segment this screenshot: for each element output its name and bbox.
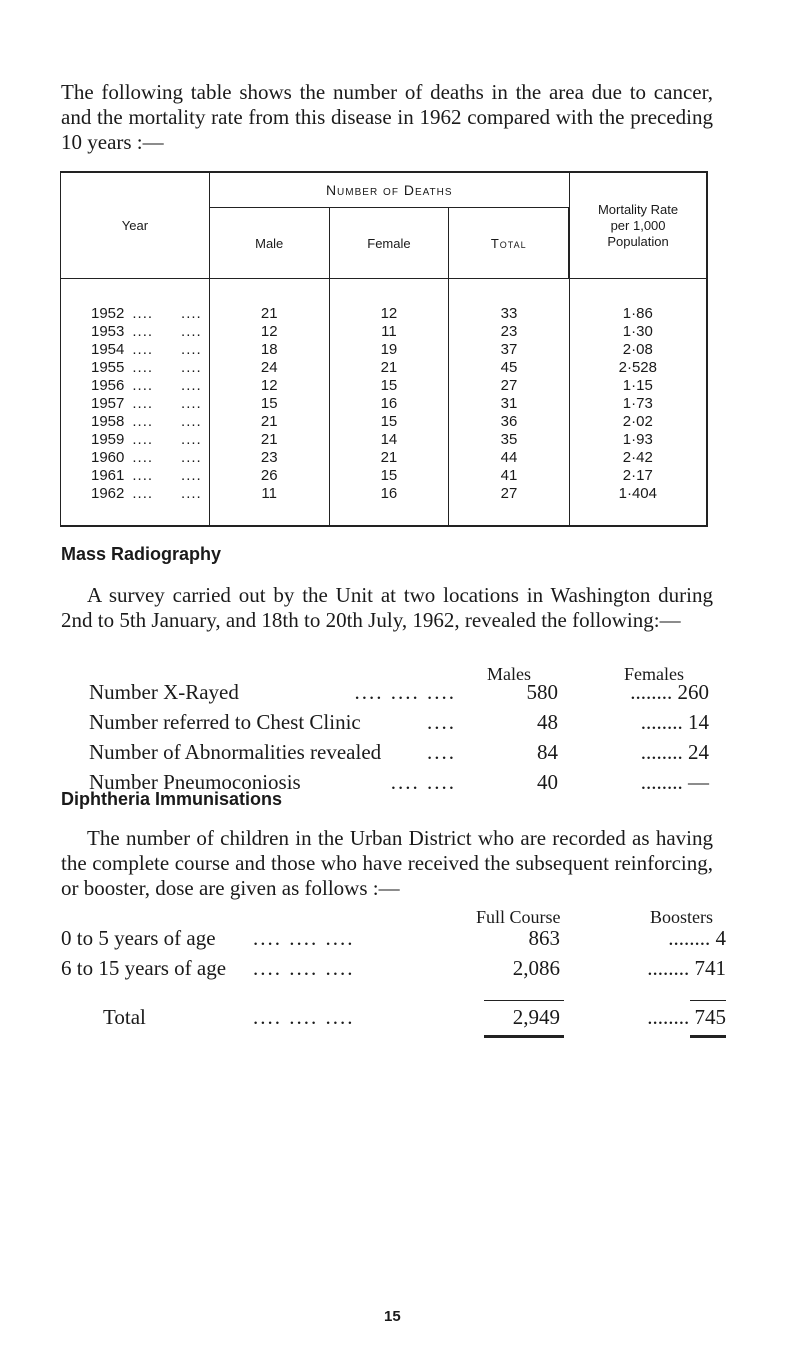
males-value: 580 bbox=[526, 680, 558, 704]
cell-rate: 2·08 bbox=[569, 341, 707, 359]
leader-dots: .... bbox=[132, 377, 154, 394]
row-label: Number Pneumoconiosis bbox=[89, 770, 301, 794]
males-value: 40 bbox=[537, 770, 558, 794]
year-value: 1952 bbox=[91, 305, 125, 322]
leader-dots: .... bbox=[132, 413, 154, 430]
list-item bbox=[0, 956, 801, 982]
leader-dots: .... bbox=[181, 359, 202, 376]
cell-rate: 1·30 bbox=[569, 323, 707, 341]
cell-female: 21 bbox=[329, 359, 449, 377]
table-row bbox=[61, 467, 708, 485]
list-item bbox=[0, 926, 801, 952]
cell-year bbox=[61, 485, 210, 526]
full-course-value: 2,086 bbox=[512, 956, 560, 980]
header-female: Female bbox=[329, 208, 449, 279]
males-value: 48 bbox=[537, 710, 558, 734]
table-row bbox=[61, 449, 708, 467]
cell-female: 21 bbox=[329, 449, 449, 467]
cell-rate: 1·15 bbox=[569, 377, 707, 395]
cell-male: 12 bbox=[209, 377, 329, 395]
cell-rate: 2·02 bbox=[569, 413, 707, 431]
leader-dots: .... bbox=[427, 710, 456, 734]
leader-dots: .... bbox=[132, 467, 154, 484]
leader-dots: .... bbox=[181, 485, 202, 502]
leader-dots: .... bbox=[181, 341, 202, 358]
males-value: 84 bbox=[537, 740, 558, 764]
row-label: 6 to 15 years of age bbox=[61, 956, 227, 980]
cell-year bbox=[61, 449, 210, 467]
cell-total: 23 bbox=[449, 323, 569, 341]
cell-male: 26 bbox=[209, 467, 329, 485]
cell-female: 14 bbox=[329, 431, 449, 449]
leader-dots: .... .... bbox=[390, 770, 456, 794]
cell-year bbox=[61, 341, 210, 359]
cell-year bbox=[61, 413, 210, 431]
total-double-rule-boosters bbox=[690, 1035, 726, 1038]
cell-male: 15 bbox=[209, 395, 329, 413]
leader-dots: .... bbox=[132, 485, 154, 502]
leader-dots: .... bbox=[181, 449, 202, 466]
year-value: 1959 bbox=[91, 431, 125, 448]
cell-male: 21 bbox=[209, 431, 329, 449]
boosters-value: ........ 4 bbox=[668, 926, 726, 950]
cell-male: 18 bbox=[209, 341, 329, 359]
cell-year bbox=[61, 279, 210, 324]
females-value: ........ 14 bbox=[640, 710, 709, 734]
leader-dots: .... bbox=[181, 395, 202, 412]
cell-total: 27 bbox=[449, 485, 569, 526]
table-row bbox=[61, 377, 708, 395]
cell-rate: 2·528 bbox=[569, 359, 707, 377]
table-row bbox=[61, 431, 708, 449]
cell-female: 12 bbox=[329, 279, 449, 324]
cell-total: 44 bbox=[449, 449, 569, 467]
row-label: Number X-Rayed bbox=[89, 680, 239, 704]
cell-rate: 2·17 bbox=[569, 467, 707, 485]
cell-total: 27 bbox=[449, 377, 569, 395]
year-value: 1961 bbox=[91, 467, 125, 484]
diphtheria-total-row bbox=[0, 1005, 801, 1031]
cell-female: 16 bbox=[329, 395, 449, 413]
cell-female: 11 bbox=[329, 323, 449, 341]
cell-female: 16 bbox=[329, 485, 449, 526]
cell-female: 19 bbox=[329, 341, 449, 359]
row-label: 0 to 5 years of age bbox=[61, 926, 216, 950]
females-value: ........ 24 bbox=[640, 740, 709, 764]
leader-dots: .... bbox=[132, 341, 154, 358]
col-boosters: Boosters bbox=[650, 907, 713, 927]
females-value: ........ — bbox=[640, 770, 709, 794]
year-value: 1956 bbox=[91, 377, 125, 394]
cell-total: 45 bbox=[449, 359, 569, 377]
header-mortality-rate bbox=[569, 172, 707, 279]
cell-year bbox=[61, 431, 210, 449]
table-row bbox=[61, 279, 708, 324]
cell-year bbox=[61, 395, 210, 413]
table-row bbox=[61, 323, 708, 341]
sum-rule-boosters bbox=[690, 1000, 726, 1001]
cell-rate: 1·86 bbox=[569, 279, 707, 324]
diphtheria-heading: Diphtheria Immunisations bbox=[61, 789, 283, 809]
leader-dots: .... bbox=[132, 359, 154, 376]
cell-total: 36 bbox=[449, 413, 569, 431]
year-value: 1954 bbox=[91, 341, 125, 358]
leader-dots: .... bbox=[181, 377, 202, 394]
total-boosters: ........ 745 bbox=[647, 1005, 726, 1029]
year-value: 1953 bbox=[91, 323, 125, 340]
leader-dots: .... bbox=[181, 323, 202, 340]
cell-male: 24 bbox=[209, 359, 329, 377]
cell-rate: 1·404 bbox=[569, 485, 707, 526]
cell-year bbox=[61, 467, 210, 485]
cell-total: 37 bbox=[449, 341, 569, 359]
cell-female: 15 bbox=[329, 467, 449, 485]
leader-dots: .... bbox=[181, 413, 202, 430]
cell-male: 12 bbox=[209, 323, 329, 341]
leader-dots: .... bbox=[132, 305, 154, 322]
year-value: 1960 bbox=[91, 449, 125, 466]
cell-total: 41 bbox=[449, 467, 569, 485]
cell-male: 23 bbox=[209, 449, 329, 467]
leader-dots: .... bbox=[181, 467, 202, 484]
header-male: Male bbox=[209, 208, 329, 279]
row-label: Number referred to Chest Clinic bbox=[89, 710, 361, 734]
year-value: 1957 bbox=[91, 395, 125, 412]
leader-dots: .... bbox=[181, 431, 202, 448]
mass-radiography-text: A survey carried out by the Unit at two locations in Washington during 2nd to 5th January, and 18th to 20th July, 1962, revealed the following:— bbox=[61, 583, 713, 632]
table-row bbox=[61, 341, 708, 359]
header-year: Year bbox=[61, 172, 210, 279]
cell-rate: 2·42 bbox=[569, 449, 707, 467]
header-total: Total bbox=[449, 208, 569, 279]
leader-dots: .... .... .... bbox=[253, 956, 355, 980]
header-number-of-deaths: Number of Deaths bbox=[209, 172, 569, 208]
total-double-rule-full bbox=[484, 1035, 564, 1038]
leader-dots: .... bbox=[132, 431, 154, 448]
cell-male: 11 bbox=[209, 485, 329, 526]
year-value: 1955 bbox=[91, 359, 125, 376]
diphtheria-text: The number of children in the Urban District who are recorded as having the complete course and those who have received the subsequent reinforcing, or booster, dose are given as follows :— bbox=[61, 826, 713, 900]
leader-dots: .... bbox=[132, 323, 154, 340]
females-value: ........ 260 bbox=[630, 680, 709, 704]
cell-male: 21 bbox=[209, 413, 329, 431]
boosters-value: ........ 741 bbox=[647, 956, 726, 980]
header-rate-line2: per 1,000 bbox=[610, 217, 666, 233]
cell-total: 31 bbox=[449, 395, 569, 413]
list-item bbox=[0, 680, 801, 706]
leader-dots: .... bbox=[132, 449, 154, 466]
cell-female: 15 bbox=[329, 413, 449, 431]
cell-rate: 1·73 bbox=[569, 395, 707, 413]
row-label: Number of Abnormalities revealed bbox=[89, 740, 382, 764]
cancer-deaths-table bbox=[60, 171, 708, 527]
leader-dots: .... bbox=[132, 395, 154, 412]
header-rate-line3: Population bbox=[607, 233, 669, 249]
col-females: Females bbox=[624, 664, 684, 684]
sum-rule-full bbox=[484, 1000, 564, 1001]
full-course-value: 863 bbox=[528, 926, 560, 950]
total-full-course: 2,949 bbox=[512, 1005, 560, 1029]
cell-female: 15 bbox=[329, 377, 449, 395]
cell-year bbox=[61, 359, 210, 377]
table-row bbox=[61, 485, 708, 526]
cell-total: 33 bbox=[449, 279, 569, 324]
total-label: Total bbox=[103, 1005, 146, 1029]
col-full-course: Full Course bbox=[476, 907, 561, 927]
mass-radiography-heading: Mass Radiography bbox=[61, 544, 222, 564]
cancer-table-body bbox=[61, 279, 708, 527]
cell-year bbox=[61, 323, 210, 341]
leader-dots: .... bbox=[427, 740, 456, 764]
year-value: 1958 bbox=[91, 413, 125, 430]
cell-total: 35 bbox=[449, 431, 569, 449]
cell-rate: 1·93 bbox=[569, 431, 707, 449]
total-leader: .... .... .... bbox=[253, 1005, 355, 1029]
leader-dots: .... .... .... bbox=[354, 680, 456, 704]
table-row bbox=[61, 359, 708, 377]
list-item bbox=[0, 710, 801, 736]
cell-male: 21 bbox=[209, 279, 329, 324]
page-number: 15 bbox=[384, 1308, 401, 1325]
list-item bbox=[0, 740, 801, 766]
cell-year bbox=[61, 377, 210, 395]
intro-paragraph: The following table shows the number of deaths in the area due to cancer, and the mortality rate from this disease in 1962 compared with the preceding 10 years :— bbox=[61, 80, 713, 154]
table-row bbox=[61, 395, 708, 413]
year-value: 1962 bbox=[91, 485, 125, 502]
header-rate-line1: Mortality Rate bbox=[597, 201, 679, 217]
leader-dots: .... bbox=[181, 305, 202, 322]
col-males: Males bbox=[487, 664, 531, 684]
table-row bbox=[61, 413, 708, 431]
leader-dots: .... .... .... bbox=[253, 926, 355, 950]
